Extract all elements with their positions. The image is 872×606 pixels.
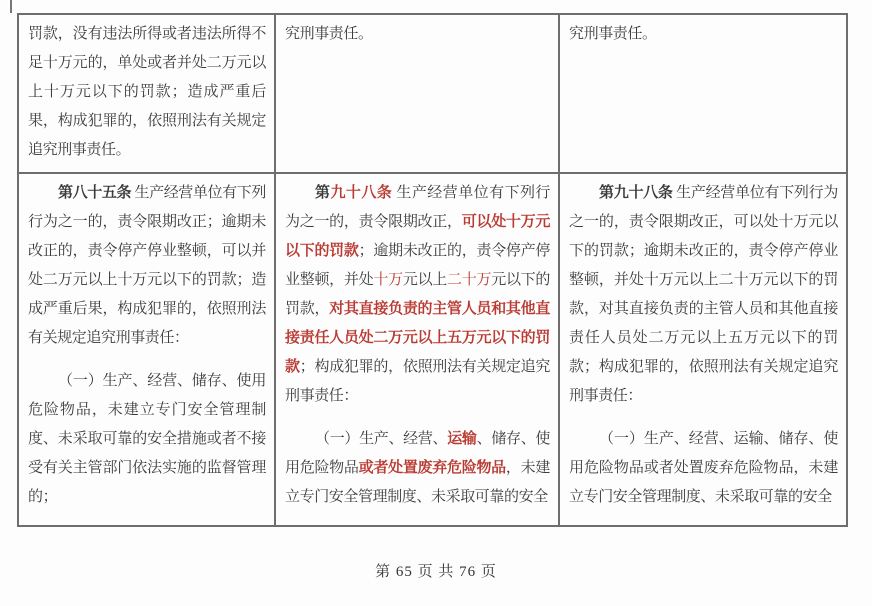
table-cell-new-law-continued [560, 15, 846, 174]
paragraph [285, 179, 550, 411]
paragraph [285, 425, 550, 512]
text-run: 第八十五条 [58, 185, 132, 201]
table-border-fragment [10, 0, 12, 13]
table-cell-revision-continued [276, 15, 560, 174]
law-comparison-table [17, 13, 848, 527]
text-run: 生产经营单位有下列行为之一的，责令限期改正，可以处十万元以下的罚款；逾期未改正的，责令停产停业整顿，并处十万元以上二十万元以下的罚款，对其直接负责的主管人员和其他直接责任人员处二万元以上五万元以下的罚款；构成犯罪的，依照刑法有关规定追究刑事责任： [569, 185, 838, 404]
table-cell-revision-article-98 [276, 174, 560, 525]
text-run: 罚款，没有违法所得或者违法所得不足十万元的，单处或者并处二万元以上十万元以下的罚款；造成严重后果，构成犯罪的，依照刑法有关规定追究刑事责任。 [28, 26, 266, 158]
text-run: ，未建立专门安全管理制度、未采取可靠的安全 [285, 460, 550, 505]
paragraph [28, 179, 266, 353]
table-cell-old-law-continued [19, 15, 276, 174]
page-number-indicator: 第 65 页 共 76 页 [375, 564, 497, 580]
paragraph [285, 20, 550, 49]
paragraph [569, 425, 838, 512]
text-run: （一）生产、经营、储存、使用危险物品，未建立专门安全管理制度、未采取可靠的安全措施或者不接受有关主管部门依法实施的监督管理的； [28, 373, 266, 505]
text-run: 第 [315, 185, 331, 201]
text-run: ；逾期未改正的，责令停产停业整顿，并处 [285, 243, 550, 288]
paragraph [569, 20, 838, 49]
paragraph [28, 20, 266, 165]
text-run: 九十八条 [330, 185, 393, 201]
text-run: 十万 [373, 272, 403, 288]
text-run: 或者处置废弃危险物品 [358, 460, 506, 476]
text-run: ；构成犯罪的，依照刑法有关规定追究刑事责任： [285, 359, 550, 404]
paragraph [28, 367, 266, 512]
table-cell-old-law-article-85 [19, 174, 276, 525]
text-run: 二十万 [447, 272, 492, 288]
text-run: 对其直接负责的主管人员和其他直接责任人员处二万元以上五万元以下的罚款 [285, 301, 550, 375]
text-run: 、储存、使用危险物品 [285, 431, 550, 476]
text-run: 生产经营单位有下列行为之一的，责令限期改正；逾期未改正的，责令停产停业整顿，可以并处二万元以上十万元以下的罚款；造成严重后果，构成犯罪的，依照刑法有关规定追究刑事责任： [28, 185, 266, 346]
text-run: 究刑事责任。 [285, 26, 373, 42]
text-run: 可以处十万元以下的罚款 [285, 214, 550, 259]
table-cell-new-law-article-98 [560, 174, 846, 525]
text-run: 元以上 [402, 272, 448, 288]
text-run: 元以下的罚款， [285, 272, 550, 317]
text-run: 第九十八条 [599, 185, 673, 201]
table-row [19, 15, 846, 174]
paragraph [569, 179, 838, 411]
text-run: 运输 [447, 431, 477, 447]
table-row [19, 174, 846, 525]
text-run: 究刑事责任。 [569, 26, 657, 42]
text-run: （一）生产、经营、运输、储存、使用危险物品或者处置废弃危险物品，未建立专门安全管理制度、未采取可靠的安全 [569, 431, 838, 505]
text-run: 生产经营单位有下列行为之一的，责令限期改正， [285, 185, 551, 230]
text-run: （一）生产、经营、 [315, 431, 448, 447]
